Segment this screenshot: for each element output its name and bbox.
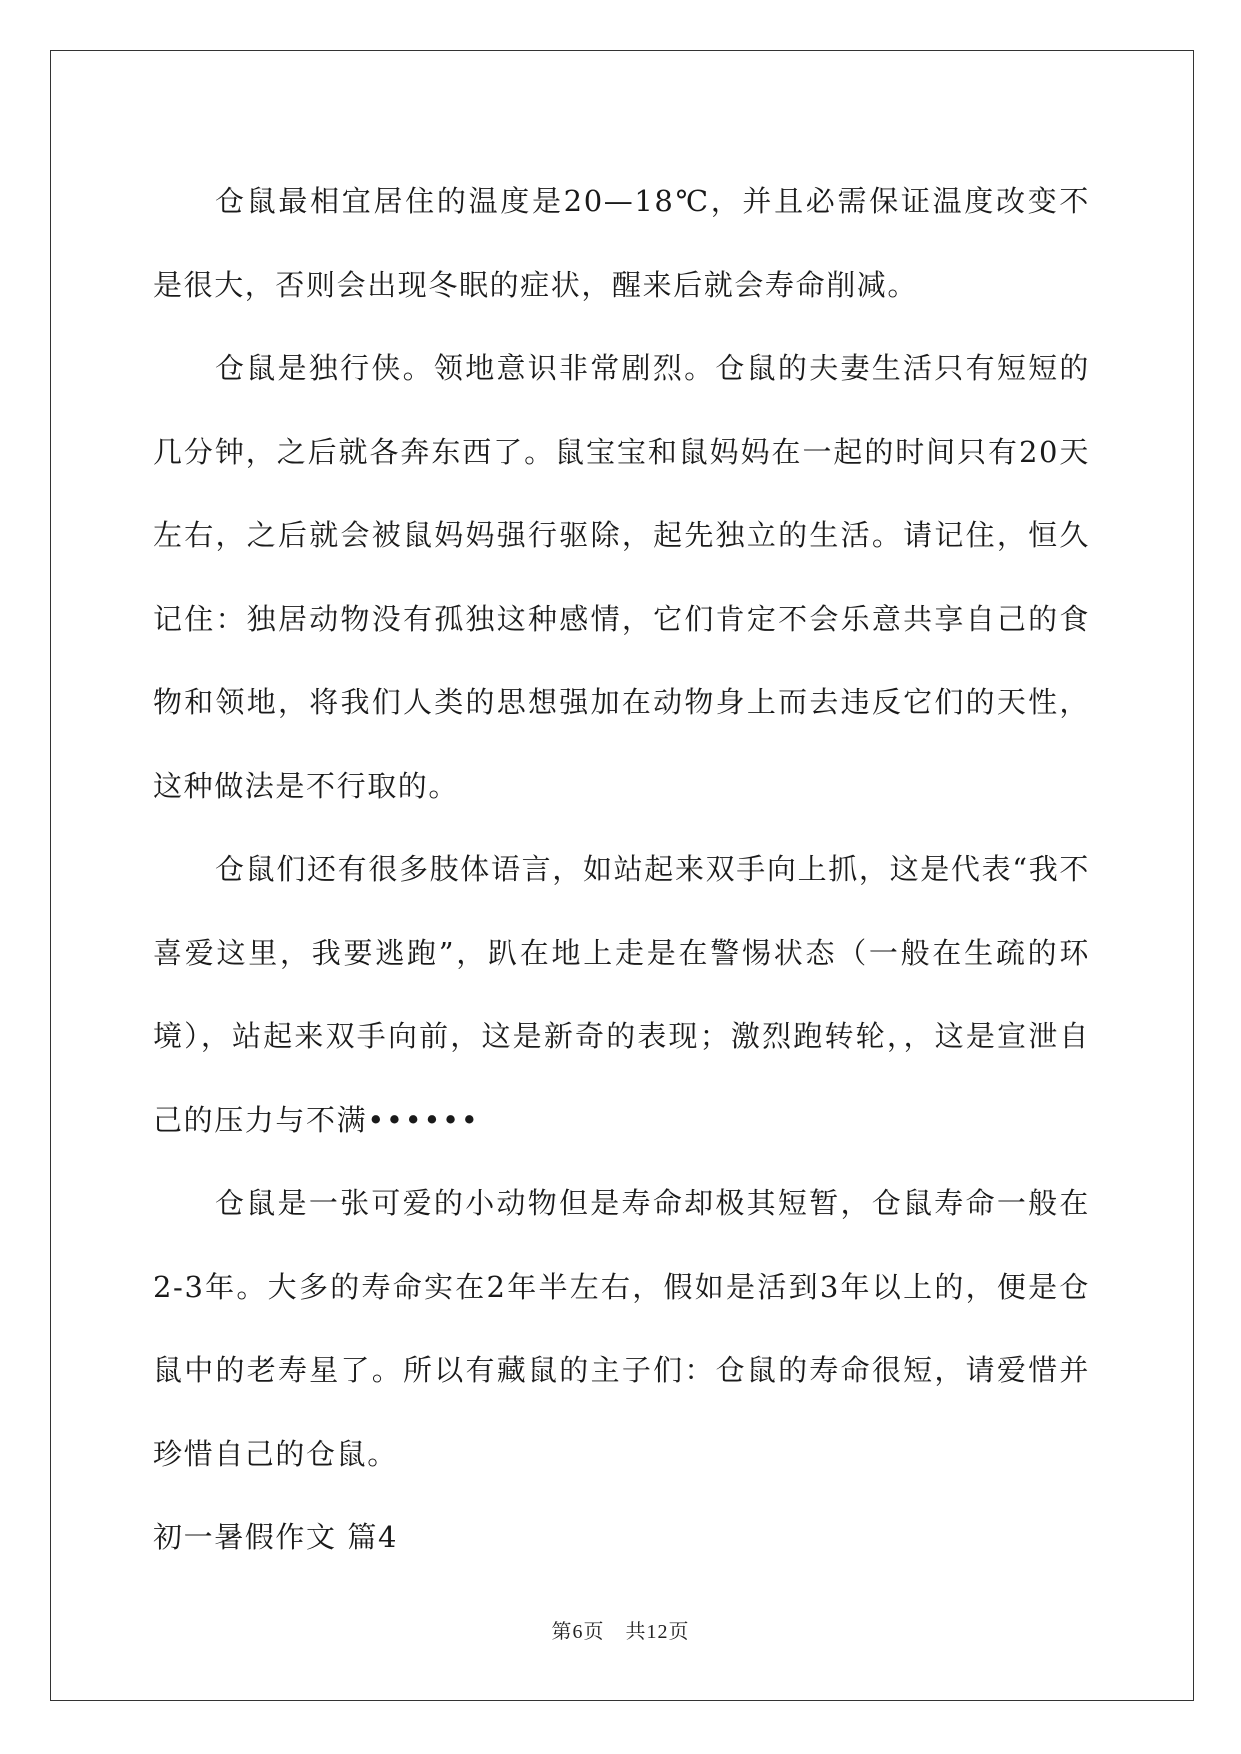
document-body	[153, 160, 1090, 1580]
paragraph: 仓鼠最相宜居住的温度是20—18℃，并且必需保证温度改变不是很大，否则会出现冬眠的症状，醒来后就会寿命削减。	[153, 184, 1090, 302]
paragraph: 仓鼠是一张可爱的小动物但是寿命却极其短暂，仓鼠寿命一般在2-3年。大多的寿命实在2年半左右，假如是活到3年以上的，便是仓鼠中的老寿星了。所以有藏鼠的主子们：仓鼠的寿命很短，请爱惜并珍惜自己的仓鼠。	[153, 1186, 1090, 1471]
section-heading: 初一暑假作文 篇4	[153, 1520, 399, 1554]
paragraph: 仓鼠们还有很多肢体语言，如站起来双手向上抓，这是代表“我不喜爱这里，我要逃跑”，趴在地上走是在警惕状态（一般在生疏的环境），站起来双手向前，这是新奇的表现；激烈跑转轮，，这是宣泄自己的压力与不满••••••	[153, 852, 1090, 1137]
page-number-footer: 第6页 共12页	[551, 1621, 690, 1643]
paragraph: 仓鼠是独行侠。领地意识非常剧烈。仓鼠的夫妻生活只有短短的几分钟，之后就各奔东西了。鼠宝宝和鼠妈妈在一起的时间只有20天左右，之后就会被鼠妈妈强行驱除，起先独立的生活。请记住，恒久记住：独居动物没有孤独这种感情，它们肯定不会乐意共享自己的食物和领地，将我们人类的思想强加在动物身上而去违反它们的天性，这种做法是不行取的。	[153, 351, 1090, 803]
